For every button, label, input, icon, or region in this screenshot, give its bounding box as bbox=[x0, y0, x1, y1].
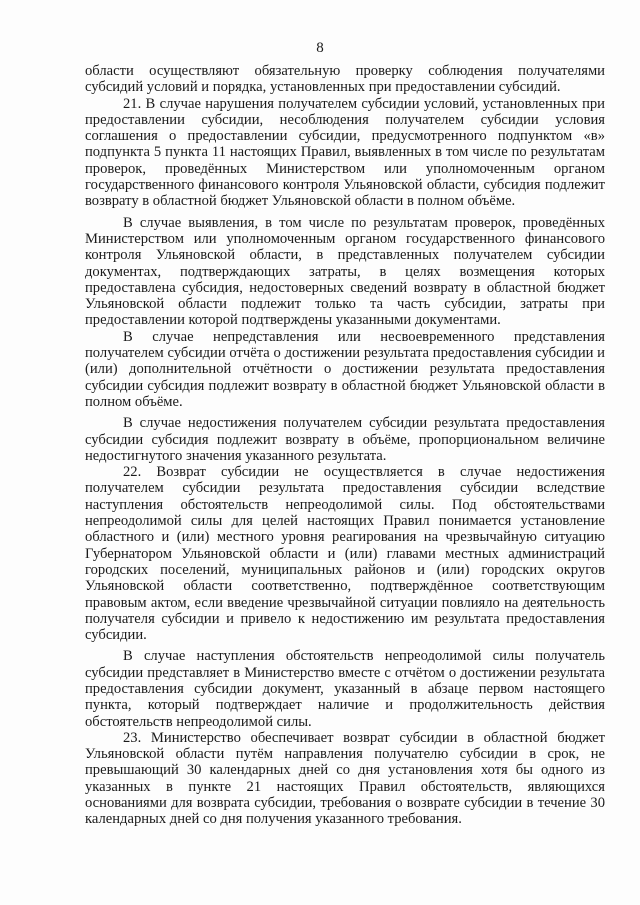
paragraph-clause-22-force-majeure: В случае наступления обстоятельств непреодолимой силы получатель субсидии представляет в Министерство вместе с отчётом о достижении результата предоставления субсидии документ, указанный в абзаце первом настоящего пункта, который подтверждает наличие и продолжительность действия обстоятельств непреодолимой силы. bbox=[85, 648, 605, 730]
paragraph-clause-21-not-achieved: В случае недостижения получателем субсидии результата предоставления субсидии субсидия подлежит возврату в объёме, пропорциональном величине недостигнутого значения указанного результата. bbox=[85, 415, 605, 464]
paragraph-continuation: области осуществляют обязательную проверку соблюдения получателями субсидий условий и порядка, установленных при предоставлении субсидий. bbox=[85, 63, 605, 96]
paragraph-clause-21: 21. В случае нарушения получателем субсидии условий, установленных при предоставлении субсидии, несоблюдения получателем субсидии условия соглашения о предоставлении субсидии, предусмотренного подпунктом «в» подпункта 5 пункта 11 настоящих Правил, выявленных в том числе по результатам проверок, проведённых Министерством или уполномоченным органом государственного финансового контроля Ульяновской области, субсидия подлежит возврату в областной бюджет Ульяновской области в полном объёме. bbox=[85, 95, 605, 210]
paragraph-clause-21-no-report: В случае непредставления или несвоевременного представления получателем субсидии отчёта о достижении результата предоставления субсидии и (или) дополнительной отчётности о достижении результата предоставления субсидии субсидия подлежит возврату в областной бюджет Ульяновской области в полном объёме. bbox=[85, 328, 605, 410]
paragraph-clause-21-falsified-data: В случае выявления, в том числе по результатам проверок, проведённых Министерством или уполномоченным органом государственного финансового контроля Ульяновской области, в представленных получателем субсидии документах, подтверждающих затраты, в целях возмещения которых предоставлена субсидия, недостоверных сведений возврату в областной бюджет Ульяновской области подлежит только та часть субсидии, затраты при предоставлении которой подтверждены указанными документами. bbox=[85, 214, 605, 329]
paragraph-clause-22: 22. Возврат субсидии не осуществляется в случае недостижения получателем субсидии результата предоставления субсидии вследствие наступления обстоятельств непреодолимой силы. Под обстоятельствами непреодолимой силы для целей настоящих Правил понимается установление областного и (или) местного уровня реагирования на чрезвычайную ситуацию Губернатором Ульяновской области и (или) главами местных администраций городских поселений, муниципальных районов и (или) городских округов Ульяновской области соответственно, подтверждённое соответствующим правовым актом, если введение чрезвычайной ситуации повлияло на деятельность получателя субсидии и привело к недостижению им результата предоставления субсидии. bbox=[85, 464, 605, 644]
document-body bbox=[85, 63, 605, 828]
page-number: 8 bbox=[316, 40, 324, 56]
paragraph-clause-23: 23. Министерство обеспечивает возврат субсидии в областной бюджет Ульяновской области путём направления получателю субсидии в срок, не превышающий 30 календарных дней со дня установления хотя бы одного из указанных в пункте 21 настоящих Правил обстоятельств, являющихся основаниями для возврата субсидии, требования о возврате субсидии в течение 30 календарных дней со дня получения указанного требования. bbox=[85, 729, 605, 828]
